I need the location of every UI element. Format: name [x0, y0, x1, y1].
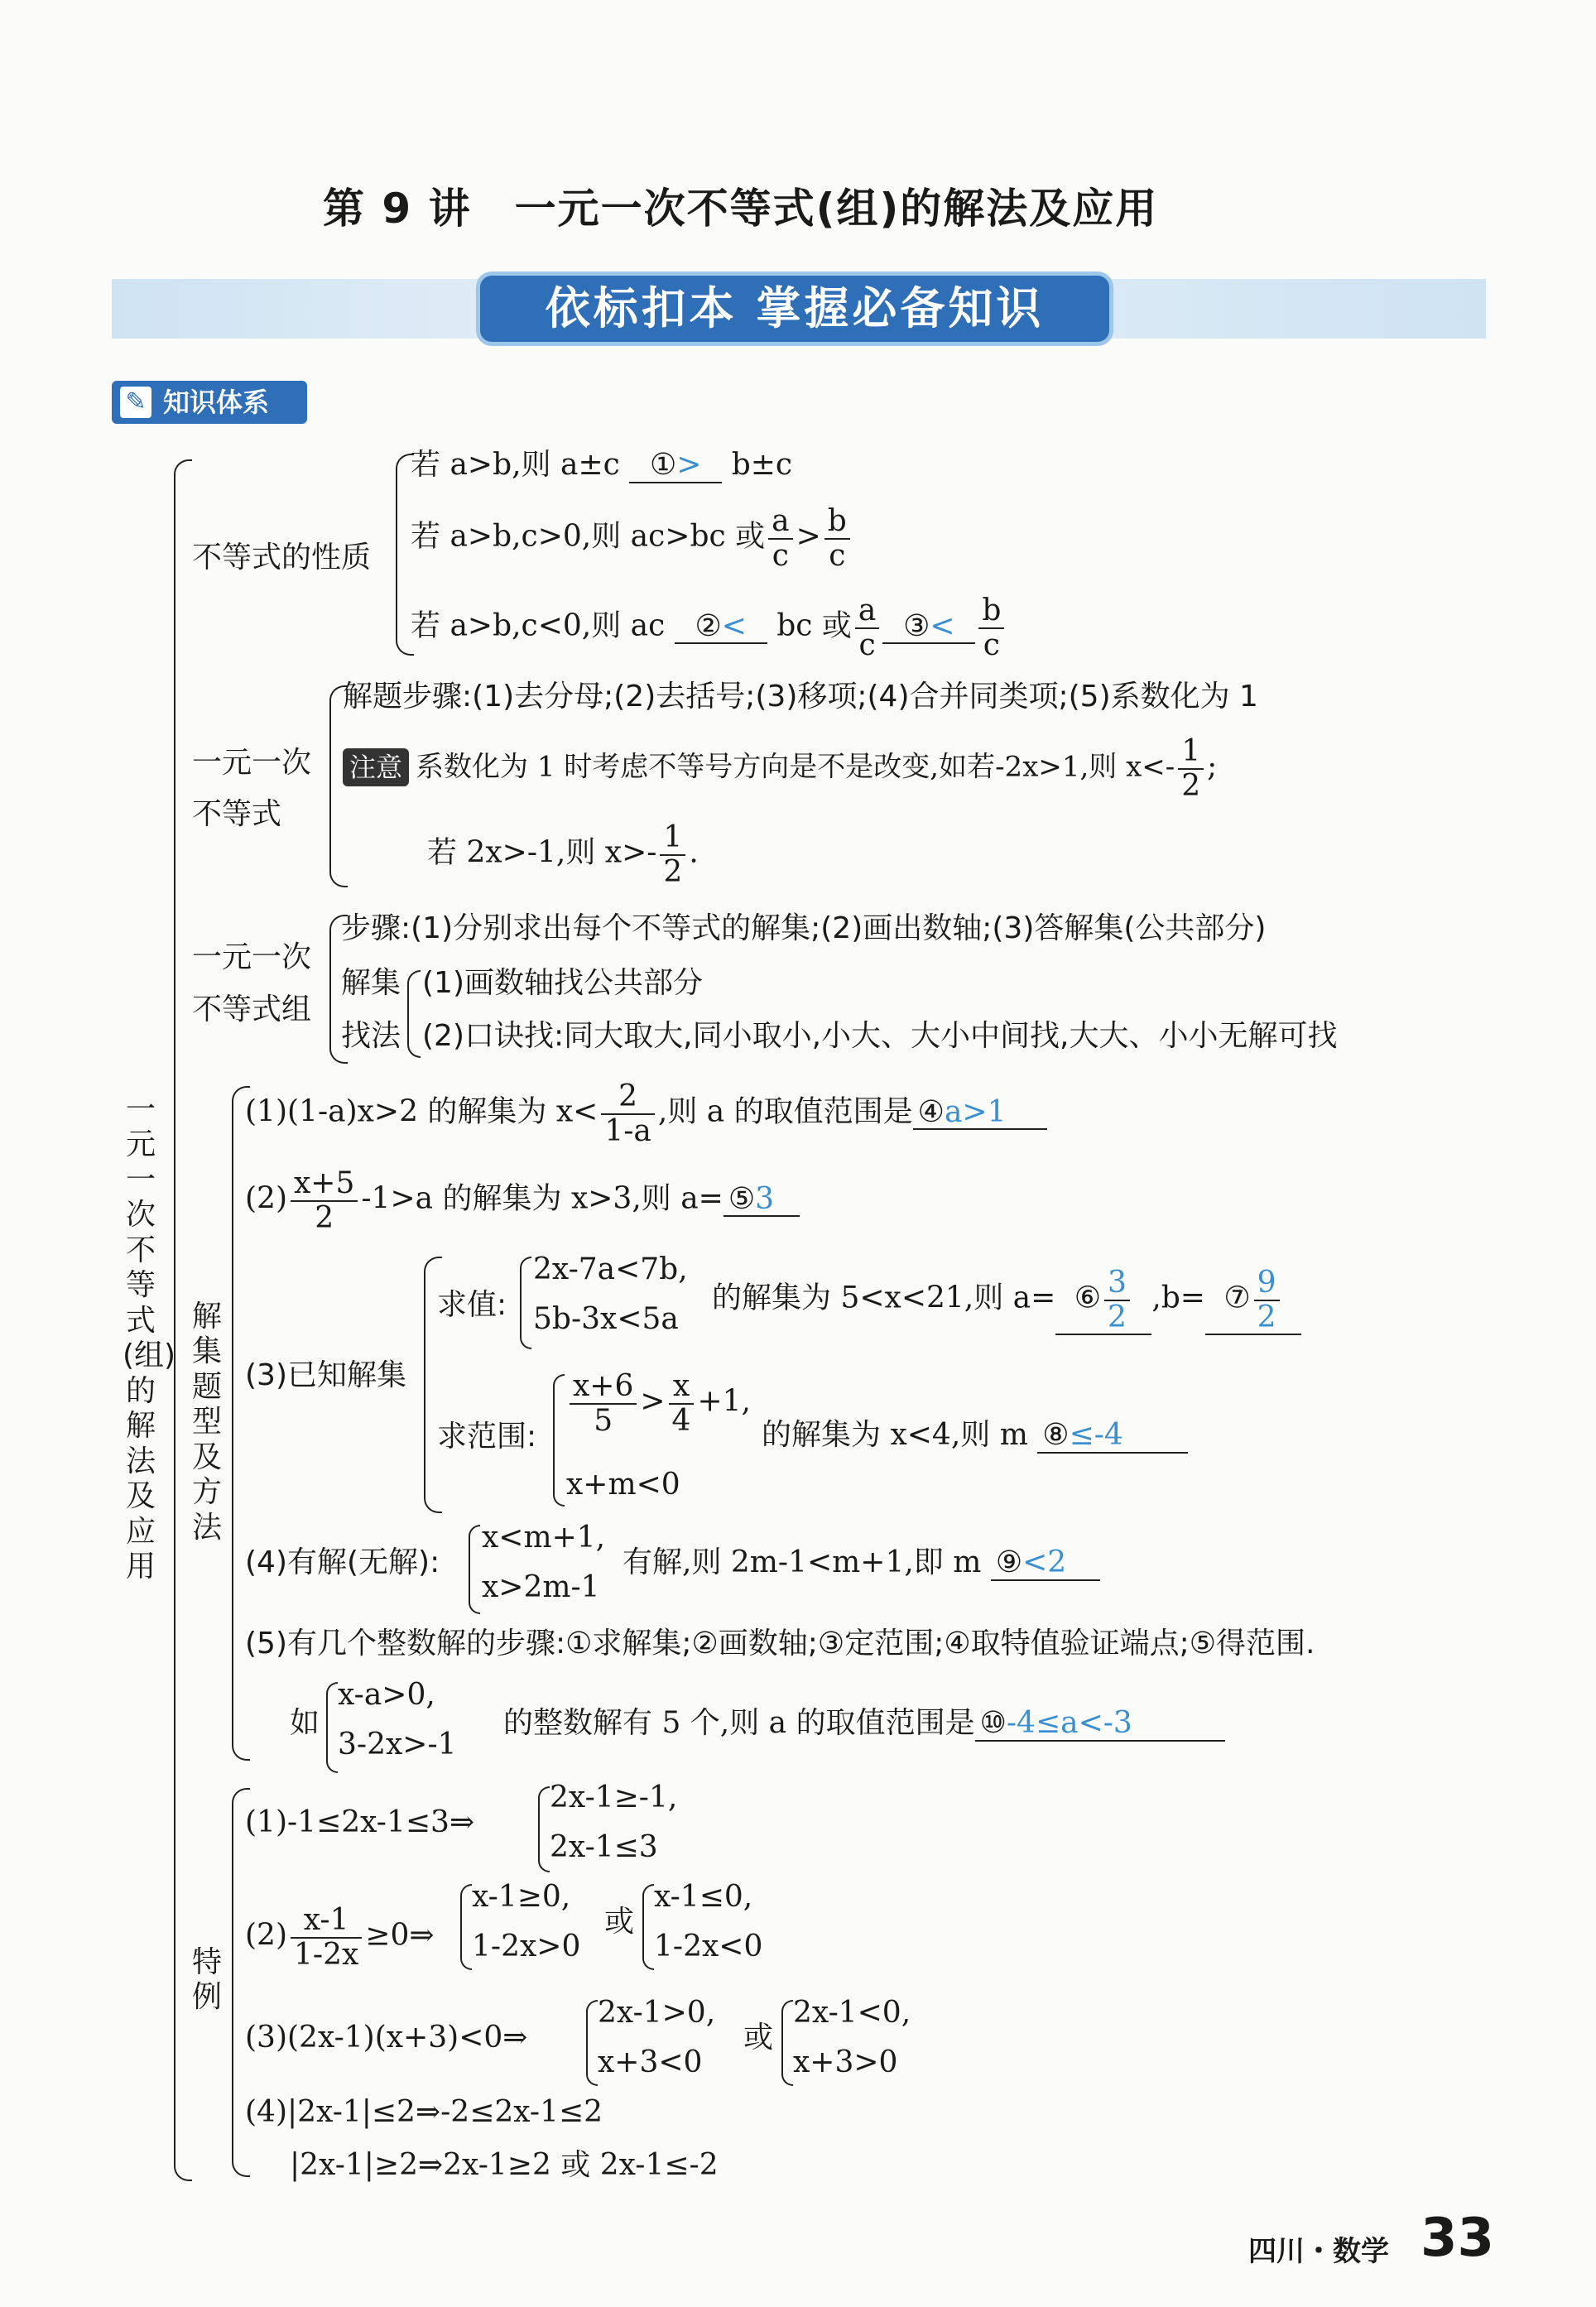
- fraction-numerator: x+6: [570, 1370, 637, 1405]
- knowledge-tag: [112, 381, 307, 424]
- fraction-numerator: b: [978, 594, 1004, 629]
- blank-7: [1205, 1266, 1301, 1335]
- case-3-a-line-2: x+3<0: [598, 2045, 703, 2079]
- case-3-or: 或: [743, 2021, 774, 2055]
- question-1-text: (1)(1-a)x>2 的解集为 x<: [245, 1094, 598, 1129]
- system-method-2: (2)口诀找:同大取大,同小取小,小大、大小中间找,大大、小小无解可找: [422, 1019, 1338, 1053]
- question-5-line-1: x-a>0,: [338, 1678, 435, 1712]
- answer-5: 3: [755, 1181, 775, 1216]
- linear-note-line: [343, 735, 1217, 802]
- fraction-numerator: a: [768, 505, 792, 540]
- question-5-line-2: 3-2x>-1: [338, 1728, 457, 1761]
- property-line-2: [411, 505, 853, 572]
- footer-province-subject: 四川・数学: [1248, 2235, 1389, 2268]
- fraction-2-over-1-minus-a: [601, 1080, 655, 1147]
- fraction-numerator: 1: [1178, 735, 1204, 770]
- question-5-tail: [503, 1705, 1225, 1742]
- case-4-line-1: (4)|2x-1|≤2⇒-2≤2x-1≤2: [245, 2095, 603, 2129]
- fraction-one-half: [1178, 735, 1204, 802]
- blank-4: [913, 1096, 1047, 1131]
- fraction-denominator: 2: [315, 1200, 334, 1235]
- note-2-end: .: [689, 835, 699, 870]
- case-3-brace-a: [586, 2000, 598, 2086]
- note-end: ;: [1207, 749, 1218, 784]
- fraction-numerator: b: [824, 505, 850, 540]
- fraction-numerator: 9: [1254, 1266, 1280, 1301]
- question-3a-label: 求值:: [437, 1288, 507, 1322]
- knowledge-tag-label: 知识体系: [163, 387, 270, 418]
- case-3-a-line-1: 2x-1>0,: [598, 1996, 716, 2030]
- question-3b-line-1: [566, 1370, 751, 1437]
- question-1: [245, 1080, 1047, 1147]
- case-2-b-line-1: x-1≤0,: [654, 1880, 753, 1914]
- answer-10: -4≤a<-3: [1006, 1706, 1132, 1740]
- answer-7-fraction: [1254, 1266, 1280, 1334]
- fraction-numerator: a: [855, 594, 879, 629]
- fraction-denominator: 2: [1257, 1300, 1276, 1334]
- case-4-line-2: |2x-1|≥2⇒2x-1≥2 或 2x-1≤-2: [290, 2148, 719, 2182]
- blank-7-number: ⑦: [1223, 1281, 1251, 1315]
- question-3a-text: 的解集为 5<x<21,则 a=: [712, 1281, 1056, 1315]
- fraction-denominator: 5: [594, 1403, 613, 1438]
- property-3-text: 若 a>b,c<0,则 ac: [411, 608, 675, 643]
- answer-1: >: [676, 448, 702, 482]
- answer-4: a>1: [944, 1094, 1007, 1129]
- blank-2: [675, 610, 767, 645]
- question-5-brace: [326, 1682, 338, 1773]
- case-2-a-line-2: 1-2x>0: [472, 1930, 581, 1963]
- case-1-line-1: 2x-1≥-1,: [550, 1781, 678, 1814]
- case-1-prefix: (1)-1≤2x-1≤3⇒: [245, 1805, 475, 1839]
- question-3b-end: +1,: [697, 1384, 751, 1419]
- section-banner: 依标扣本 掌握必备知识: [480, 276, 1109, 342]
- question-3a-line-2: 5b-3x<5a: [533, 1302, 679, 1336]
- question-2-text: -1>a 的解集为 x>3,则 a=: [361, 1181, 723, 1216]
- fraction-numerator: 3: [1104, 1266, 1130, 1301]
- property-line-1: [411, 447, 792, 483]
- question-3a-tail: [712, 1266, 1301, 1335]
- question-4-tail: [623, 1545, 1100, 1581]
- property-2-sign: >: [796, 519, 821, 554]
- question-3b-line-2: x+m<0: [566, 1468, 680, 1502]
- answer-2: <: [721, 608, 747, 643]
- linear-system-label-2: 不等式组: [192, 992, 312, 1026]
- system-method-brace: [407, 970, 421, 1058]
- answer-6-fraction: [1104, 1266, 1130, 1334]
- fraction-x-over-4: [669, 1370, 695, 1437]
- fraction-a-c: [855, 594, 879, 661]
- fraction-numerator: 2: [601, 1080, 655, 1115]
- question-4-line-2: x>2m-1: [482, 1570, 600, 1604]
- question-3b-system-brace: [553, 1374, 565, 1507]
- case-2-a-line-1: x-1≥0,: [472, 1880, 571, 1914]
- question-3a-system-brace: [520, 1257, 531, 1349]
- fraction-numerator: x-1: [291, 1904, 362, 1939]
- fraction-denominator: 2: [1181, 768, 1201, 803]
- blank-3-number: ③: [903, 608, 930, 643]
- blank-6-number: ⑥: [1074, 1281, 1101, 1315]
- blank-5: [723, 1183, 800, 1218]
- linear-steps: 解题步骤:(1)去分母;(2)去括号;(3)移项;(4)合并同类项;(5)系数化为 1: [343, 680, 1258, 714]
- property-3-mid: bc 或: [767, 608, 852, 643]
- blank-9-number: ⑨: [995, 1545, 1023, 1579]
- solution-types-label: 解集题型及方法: [191, 1300, 222, 1545]
- case-2-number: (2): [245, 1918, 287, 1953]
- fraction-denominator: 2: [663, 854, 683, 889]
- fraction-a-c: [768, 505, 792, 572]
- question-3a-b: ,b=: [1151, 1281, 1205, 1315]
- blank-1-number: ①: [650, 448, 677, 482]
- case-2-implies: ≥0⇒: [365, 1918, 435, 1953]
- system-steps: 步骤:(1)分别求出每个不等式的解集;(2)画出数轴;(3)答解集(公共部分): [341, 911, 1267, 945]
- fraction-numerator: 1: [660, 821, 685, 856]
- linear-inequality-label-2: 不等式: [192, 797, 282, 831]
- case-1-line-2: 2x-1≤3: [550, 1830, 658, 1864]
- fraction-denominator: c: [772, 538, 789, 573]
- linear-inequality-label-1: 一元一次: [192, 746, 312, 780]
- case-3-prefix: (3)(2x-1)(x+3)<0⇒: [245, 2021, 528, 2055]
- case-2-prefix: [245, 1904, 435, 1971]
- question-4-brace: [469, 1525, 480, 1614]
- property-1-tail: b±c: [722, 448, 793, 482]
- blank-6: [1055, 1266, 1151, 1335]
- answer-9: <2: [1022, 1545, 1067, 1579]
- case-2-or: 或: [604, 1905, 635, 1939]
- linear-system-label-1: 一元一次: [192, 940, 312, 974]
- fraction-denominator: c: [829, 538, 846, 573]
- property-1-text: 若 a>b,则 a±c: [411, 448, 630, 482]
- case-2-b-line-2: 1-2x<0: [654, 1930, 763, 1963]
- properties-label: 不等式的性质: [192, 541, 372, 574]
- fraction-b-c: [824, 505, 850, 572]
- question-5-text: (5)有几个整数解的步骤:①求解集;②画数轴;③定范围;④取特值验证端点;⑤得范围.: [245, 1627, 1315, 1661]
- blank-8: [1037, 1419, 1188, 1454]
- system-method-label-2: 找法: [341, 1019, 401, 1053]
- main-vertical-label: 一元一次不等式(组)的解法及应用: [123, 1093, 176, 1584]
- fraction-numerator: x: [669, 1370, 695, 1405]
- fraction-numerator: x+5: [291, 1167, 358, 1202]
- property-2-text: 若 a>b,c>0,则 ac>bc 或: [411, 519, 766, 554]
- answer-3: <: [930, 608, 955, 643]
- question-3b-sign: >: [640, 1384, 666, 1419]
- fraction-x-plus-6-over-5: [570, 1370, 637, 1437]
- case-2-brace-b: [642, 1884, 654, 1970]
- property-line-3: [411, 594, 1007, 661]
- edit-icon: ✎: [120, 387, 151, 418]
- question-3a-line-1: 2x-7a<7b,: [533, 1252, 688, 1286]
- question-5-example-prefix: 如: [290, 1706, 320, 1740]
- fraction-x-plus-5-over-2: [291, 1167, 358, 1234]
- note-badge: 注意: [343, 748, 409, 786]
- blank-8-number: ⑧: [1042, 1418, 1070, 1452]
- system-method-label-1: 解集: [341, 966, 401, 1000]
- blank-5-number: ⑤: [728, 1181, 756, 1216]
- fraction-denominator: 1-2x: [294, 1937, 359, 1972]
- blank-1: [629, 449, 722, 483]
- special-cases-label: 特例: [191, 1945, 222, 2015]
- case-1-brace: [538, 1786, 550, 1872]
- answer-8: ≤-4: [1069, 1418, 1123, 1452]
- fraction-denominator: 1-a: [604, 1113, 651, 1148]
- fraction-x-minus-1-over-1-minus-2x: [291, 1904, 362, 1971]
- fraction-b-c: [978, 594, 1004, 661]
- question-5-example-text: 的整数解有 5 个,则 a 的取值范围是: [503, 1706, 975, 1740]
- question-2: [245, 1167, 800, 1234]
- case-3-b-line-1: 2x-1<0,: [793, 1996, 911, 2030]
- system-method-1: (1)画数轴找公共部分: [422, 966, 703, 1000]
- page-number: 33: [1421, 2208, 1495, 2269]
- page-title: 第 9 讲 一元一次不等式(组)的解法及应用: [323, 185, 1159, 233]
- linear-note-line-2: [427, 821, 699, 888]
- case-3-brace-b: [781, 2000, 793, 2086]
- fraction-denominator: c: [983, 627, 1000, 662]
- case-3-b-line-2: x+3>0: [793, 2045, 898, 2079]
- note-text: 系数化为 1 时考虑不等号方向是不是改变,如若-2x>1,则 x<-: [416, 750, 1175, 784]
- note-2-text: 若 2x>-1,则 x>-: [427, 835, 657, 870]
- question-4-label: (4)有解(无解):: [245, 1545, 440, 1579]
- blank-3: [882, 610, 975, 645]
- question-3-label: (3)已知解集: [245, 1358, 406, 1392]
- fraction-denominator: c: [858, 627, 876, 662]
- case-2-brace-a: [460, 1884, 472, 1970]
- question-2-prefix: (2): [245, 1181, 287, 1216]
- fraction-denominator: 2: [1108, 1300, 1127, 1334]
- question-1-tail: ,则 a 的取值范围是: [657, 1094, 913, 1129]
- fraction-denominator: 4: [671, 1403, 691, 1438]
- question-4-line-1: x<m+1,: [482, 1521, 606, 1555]
- question-4-text: 有解,则 2m-1<m+1,即 m: [623, 1545, 991, 1579]
- blank-10-number: ⑩: [979, 1706, 1007, 1740]
- blank-10: [975, 1707, 1225, 1742]
- blank-2-number: ②: [695, 608, 722, 643]
- blank-9: [991, 1546, 1100, 1581]
- question-3b-label: 求范围:: [437, 1420, 537, 1454]
- blank-4-number: ④: [917, 1094, 945, 1129]
- question-3b-text: 的解集为 x<4,则 m: [762, 1418, 1038, 1452]
- fraction-one-half: [660, 821, 685, 888]
- question-3b-tail: [762, 1417, 1188, 1454]
